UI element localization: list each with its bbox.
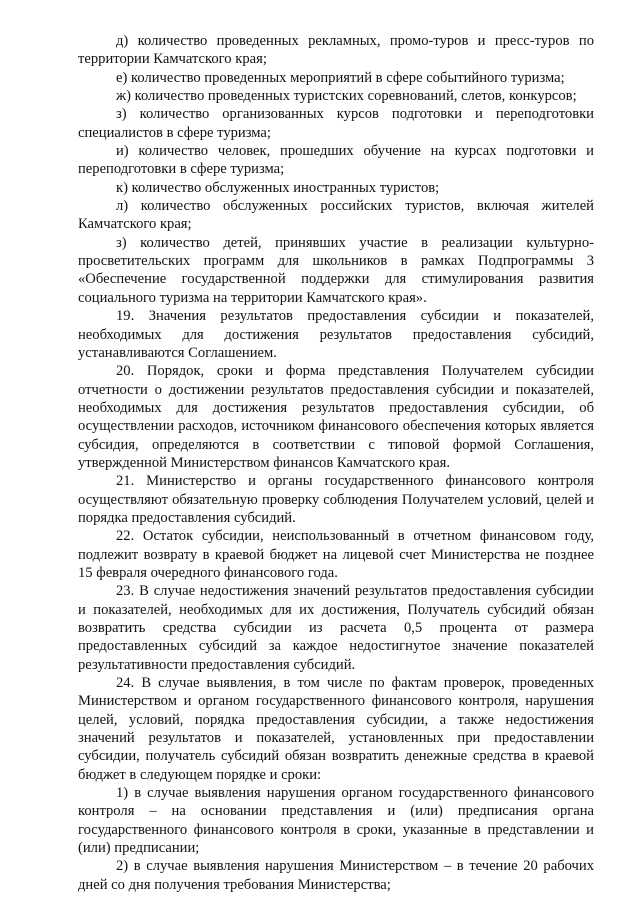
clause-21: 21. Министерство и органы государственного финансового контроля осуществляют обязательную проверку соблюдения Получателем условий, целей и порядка предоставления субсидий.	[78, 473, 594, 526]
list-item-z-children: з) количество детей, принявших участие в реализации культурно-просветительских программ для школьников в рамках Подпрограммы 3 «Обеспечение государственной поддержки для стимулирования развития социального туризма на территории Камчатского края».	[78, 234, 594, 306]
list-item-e: е) количество проведенных мероприятий в сфере событийного туризма;	[116, 69, 565, 86]
list-item-k: к) количество обслуженных иностранных туристов;	[116, 179, 440, 196]
list-item-z: з) количество организованных курсов подготовки и переподготовки специалистов в сфере туризма;	[78, 106, 594, 141]
clause-24-item-2: 2) в случае выявления нарушения Министерством – в течение 20 рабочих дней со дня получения требования Министерства;	[78, 858, 594, 893]
document-page	[78, 32, 594, 894]
list-item-d: д) количество проведенных рекламных, промо-туров и пресс-туров по территории Камчатского края;	[78, 33, 594, 68]
clause-24-item-1: 1) в случае выявления нарушения органом государственного финансового контроля – на основании представления и (или) предписания органа государственного финансового контроля в сроки, указанные в представлении и (или) предписании;	[78, 785, 594, 857]
clause-24: 24. В случае выявления, в том числе по фактам проверок, проведенных Министерством и органом государственного финансового контроля, нарушения целей, условий, порядка предоставления субсидии, а также недостижения значений результатов и показателей, установленных при предоставлении субсидии, получатель субсидий обязан возвратить денежные средства в краевой бюджет в следующем порядке и сроки:	[78, 675, 594, 783]
clause-20: 20. Порядок, сроки и форма представления Получателем субсидии отчетности о достижении результатов предоставления субсидии и показателей, необходимых для достижения результатов предоставления субсидии, об осуществлении расходов, источником финансового обеспечения которых является субсидия, определяются в соответствии с типовой формой Соглашения, утвержденной Министерством финансов Камчатского края.	[78, 363, 594, 471]
list-item-zh: ж) количество проведенных туристских соревнований, слетов, конкурсов;	[116, 88, 577, 105]
clause-22: 22. Остаток субсидии, неиспользованный в отчетном финансовом году, подлежит возврату в краевой бюджет на лицевой счет Министерства не позднее 15 февраля очередного финансового года.	[78, 528, 594, 581]
list-item-l: л) количество обслуженных российских туристов, включая жителей Камчатского края;	[78, 198, 594, 233]
list-item-i: и) количество человек, прошедших обучение на курсах подготовки и переподготовки в сфере туризма;	[78, 143, 594, 178]
clause-19: 19. Значения результатов предоставления субсидии и показателей, необходимых для достижения результатов предоставления субсидий, устанавливаются Соглашением.	[78, 308, 594, 361]
clause-23: 23. В случае недостижения значений результатов предоставления субсидии и показателей, необходимых для их достижения, Получатель субсидий обязан возвратить средства субсидии из расчета 0,5 процента от размера предоставленных субсидий за каждое недостигнутое значение показателей результативности предоставления субсидий.	[78, 583, 594, 673]
